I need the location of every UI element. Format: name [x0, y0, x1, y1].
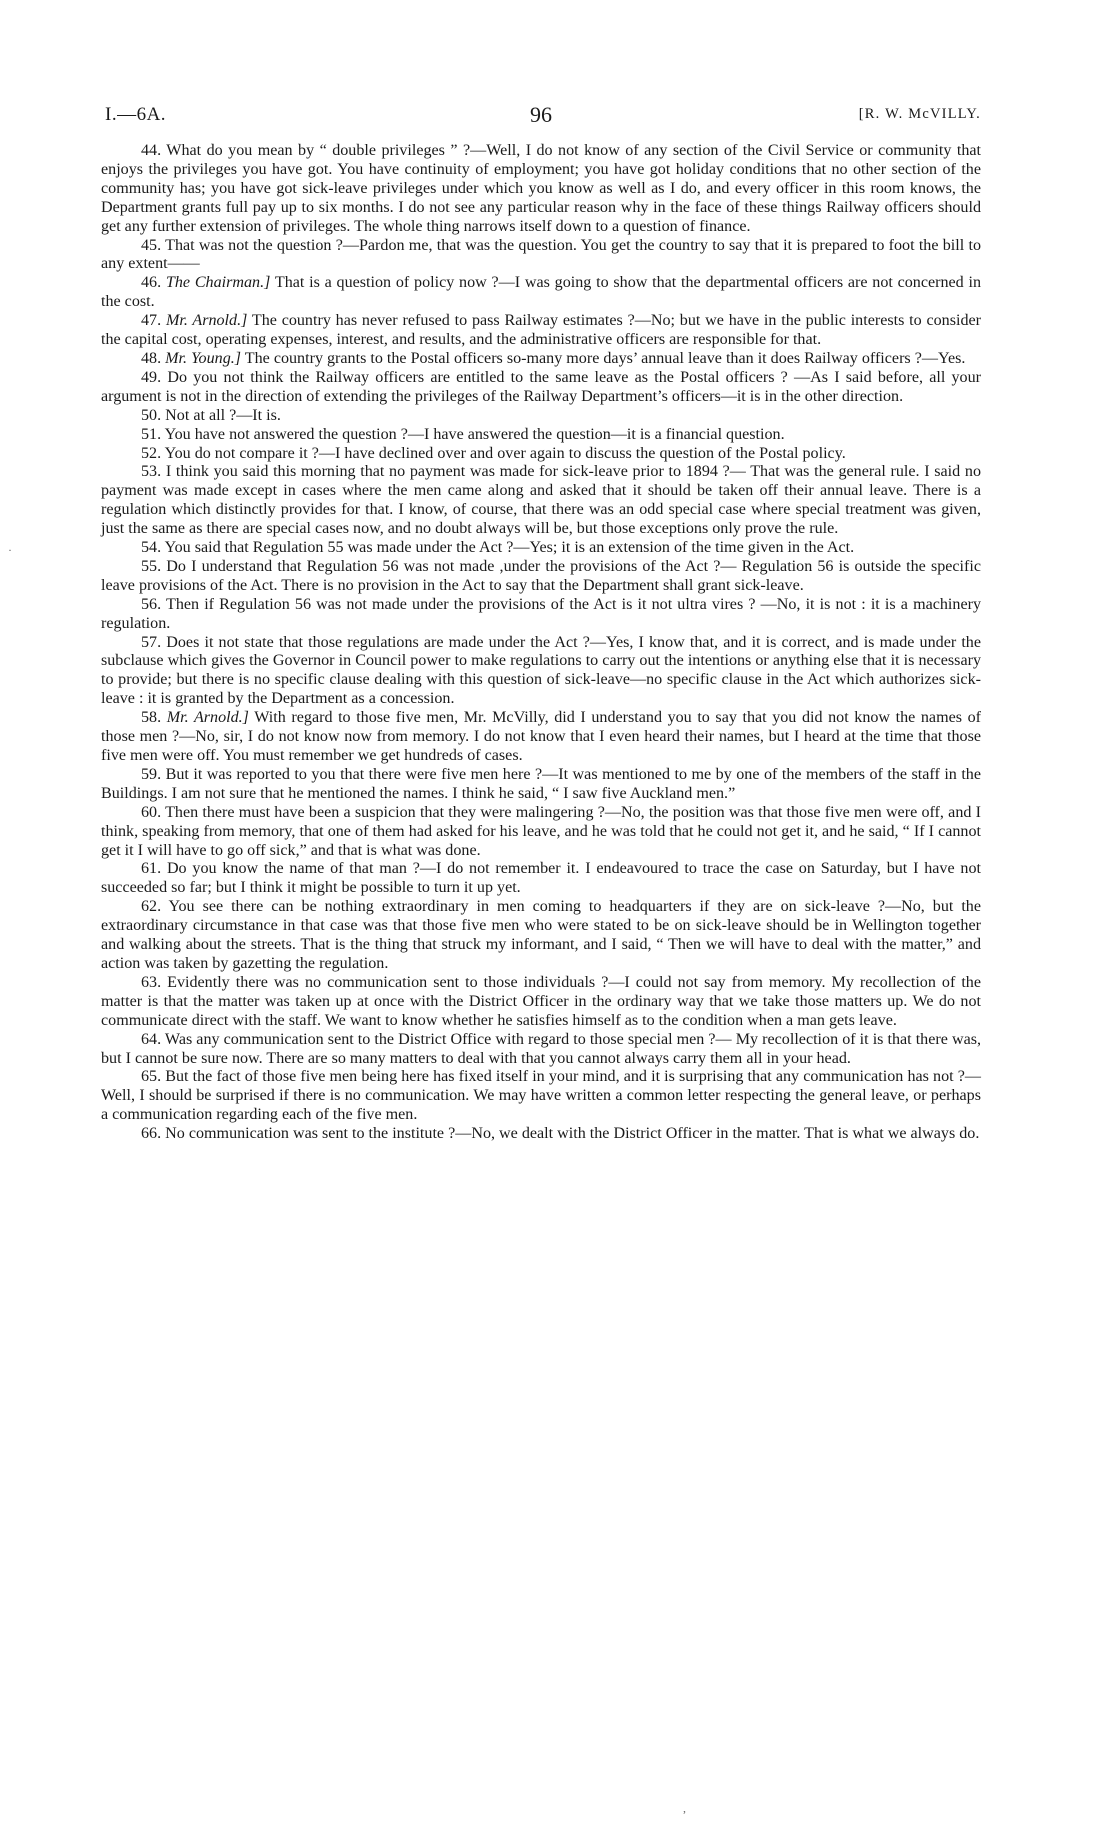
question-number: 52. — [141, 444, 162, 462]
question-number: 51. — [141, 425, 162, 443]
question-number: 45. — [141, 236, 162, 254]
speaker-label: Mr. Arnold.] — [166, 709, 249, 727]
question-paragraph — [101, 407, 981, 426]
question-text: That is a question of policy now ?—I was going to show that the departmental officers are not concerned in the cost. — [101, 274, 982, 311]
question-paragraph — [101, 274, 981, 312]
question-number: 54. — [141, 539, 162, 557]
scan-mark: , — [683, 1801, 686, 1815]
document-body — [101, 142, 981, 1144]
question-number: 48. — [141, 349, 162, 367]
question-text: The country grants to the Postal officers so-many more days’ annual leave than it does Railway officers ?—Yes. — [244, 349, 966, 367]
question-paragraph — [101, 898, 981, 974]
question-text: What do you mean by “ double privileges ” ?—Well, I do not know of any section of the Civil Service or community that enjoys the privileges you have got. You have continuity of employment; you have got holiday conditions that no other section of the community has; you have got sick-leave privileges under which you know as well as I do, and every officer in this room knows, the Department grants full pay up to six months. I do not see any particular reason why in the face of these things Railway officers should get any further extension of privileges. The whole thing narrows itself down to a question of finance. — [101, 142, 982, 235]
question-paragraph — [101, 369, 981, 407]
question-number: 64. — [141, 1030, 162, 1048]
question-number: 59. — [141, 765, 162, 783]
question-number: 61. — [141, 860, 162, 878]
question-number: 60. — [141, 803, 162, 821]
question-paragraph — [101, 766, 981, 804]
question-number: 49. — [141, 368, 162, 386]
question-number: 56. — [141, 595, 162, 613]
question-number: 66. — [141, 1125, 162, 1143]
question-number: 55. — [141, 557, 162, 575]
question-text: Do you not think the Railway officers are entitled to the same leave as the Postal officers ? —As I said before, all your argument is not in the direction of extending the privileges of the Railway Department’s officers—it is in the other direction. — [101, 368, 981, 405]
question-number: 46. — [141, 274, 162, 292]
question-text: Evidently there was no communication sent to those individuals ?—I could not say from memory. My recollection of the matter is that the matter was taken up at once with the District Officer in the ordinary way that we take those matters up. We do not communicate direct with the staff. We want to know whether he satisfies himself as to the condition when a man gets leave. — [101, 973, 981, 1029]
question-number: 65. — [141, 1068, 162, 1086]
question-text: Then if Regulation 56 was not made under the provisions of the Act is it not ultra vires ? —No, it is not : it is a machinery regulation. — [101, 595, 981, 632]
document-reference: I.—6A. — [105, 104, 167, 125]
question-text: Do you know the name of that man ?—I do not remember it. I endeavoured to trace the case on Saturday, but I have not succeeded so far; but I think it might be possible to turn it up yet. — [101, 860, 981, 897]
speaker-label: The Chairman.] — [165, 274, 271, 292]
speaker-label: Mr. Arnold.] — [165, 312, 248, 330]
question-number: 47. — [141, 312, 162, 330]
question-text: You see there can be nothing extraordinary in men coming to headquarters if they are on sick-leave ?—No, but the extraordinary circumstance in that case was that those five men who were stated to be on sick-leave should be in Wellington together and walking about the streets. That is the thing that struck my informant, and I said, “ Then we will have to deal with the matter,” and action was taken by gazetting the regulation. — [101, 898, 981, 972]
question-paragraph — [101, 596, 981, 634]
question-paragraph — [101, 445, 981, 464]
scan-mark: · — [8, 543, 12, 557]
question-paragraph — [101, 426, 981, 445]
question-text: You have not answered the question ?—I have answered the question—it is a financial question. — [164, 425, 785, 443]
question-text: You said that Regulation 55 was made under the Act ?—Yes; it is an extension of the time given in the Act. — [164, 539, 855, 557]
document-page — [101, 100, 981, 1144]
question-paragraph — [101, 237, 981, 275]
witness-name: [R. W. McVILLY. — [858, 106, 981, 122]
question-paragraph — [101, 312, 981, 350]
question-paragraph — [101, 634, 981, 710]
question-text: Was any communication sent to the District Office with regard to those special men ?— My recollection of it is that there was, but I cannot be sure now. There are so many matters to deal with that you cannot always carry them all in your head. — [101, 1030, 982, 1067]
question-paragraph — [101, 463, 981, 539]
question-text: The country has never refused to pass Railway estimates ?—No; but we have in the public interests to consider the capital cost, operating expenses, interest, and results, and the administrative officers are responsible for that. — [101, 312, 981, 349]
question-paragraph — [101, 709, 981, 766]
question-paragraph — [101, 142, 981, 237]
question-paragraph — [101, 539, 981, 558]
question-text: You do not compare it ?—I have declined over and over again to discuss the question of the Postal policy. — [164, 444, 846, 462]
question-text: I think you said this morning that no payment was made for sick-leave prior to 1894 ?— That was the general rule. I said no payment was made except in cases where the men came along and asked that it should be taken off their annual leave. There is a regulation which distinctly provides for that. I know, of course, that there was an odd special case where special treatment was given, just the same as there are special cases now, and no doubt always will be, but those exceptions only prove the rule. — [101, 463, 981, 538]
question-text: Not at all ?—It is. — [165, 406, 281, 424]
question-paragraph — [101, 1068, 981, 1125]
question-text: That was not the question ?—Pardon me, that was the question. You get the country to say that it is prepared to foot the bill to any extent—— — [101, 236, 982, 273]
question-paragraph — [101, 1031, 981, 1069]
question-paragraph — [101, 974, 981, 1031]
question-paragraph — [101, 558, 981, 596]
question-number: 53. — [141, 463, 162, 481]
question-text: But the fact of those five men being here has fixed itself in your mind, and it is surprising that any communication has not ?—Well, I should be surprised if there is no communication. We may have written a common letter respecting the general leave, or perhaps a communication regarding each of the five men. — [101, 1068, 981, 1124]
page-header — [101, 100, 981, 130]
question-text: Do I understand that Regulation 56 was not made ,under the provisions of the Act ?— Regulation 56 is outside the specific leave provisions of the Act. There is no provision in the Act to say that the Department shall grant sick-leave. — [101, 557, 981, 594]
question-text: Then there must have been a suspicion that they were malingering ?—No, the position was that those five men were off, and I think, speaking from memory, that one of them had asked for his leave, and he was told that he could not get it, and he said, “ If I cannot get it I will have to go off sick,” and that is what was done. — [101, 803, 982, 859]
question-paragraph — [101, 860, 981, 898]
question-number: 63. — [141, 973, 162, 991]
question-text: But it was reported to you that there were five men here ?—It was mentioned to me by one of the members of the staff in the Buildings. I am not sure that he mentioned the names. I think he said, “ I saw five Auckland men.” — [101, 765, 982, 802]
question-text: No communication was sent to the institute ?—No, we dealt with the District Officer in the matter. That is what we always do. — [165, 1125, 980, 1143]
page-number: 96 — [530, 102, 552, 127]
question-number: 58. — [141, 709, 162, 727]
question-number: 44. — [141, 142, 162, 159]
question-paragraph — [101, 350, 981, 369]
question-number: 57. — [141, 633, 162, 651]
question-paragraph — [101, 804, 981, 861]
question-number: 50. — [141, 406, 162, 424]
question-paragraph — [101, 1125, 981, 1144]
speaker-label: Mr. Young.] — [165, 349, 242, 367]
question-text: Does it not state that those regulations are made under the Act ?—Yes, I know that, and it is correct, and is made under the subclause which gives the Governor in Council power to make regulations to carry out the intentions or anything else that it is necessary to provide; but there is no specific clause dealing with this question of sick-leave—no specific clause in the Act which authorizes sick-leave : it is granted by the Department as a concession. — [101, 633, 981, 708]
question-number: 62. — [141, 898, 162, 916]
question-text: With regard to those five men, Mr. McVilly, did I understand you to say that you did not know the names of those men ?—No, sir, I do not know now from memory. I do not know that I even heard their names, but I heard at the time that those five men were off. You must remember we get hundreds of cases. — [101, 709, 982, 764]
